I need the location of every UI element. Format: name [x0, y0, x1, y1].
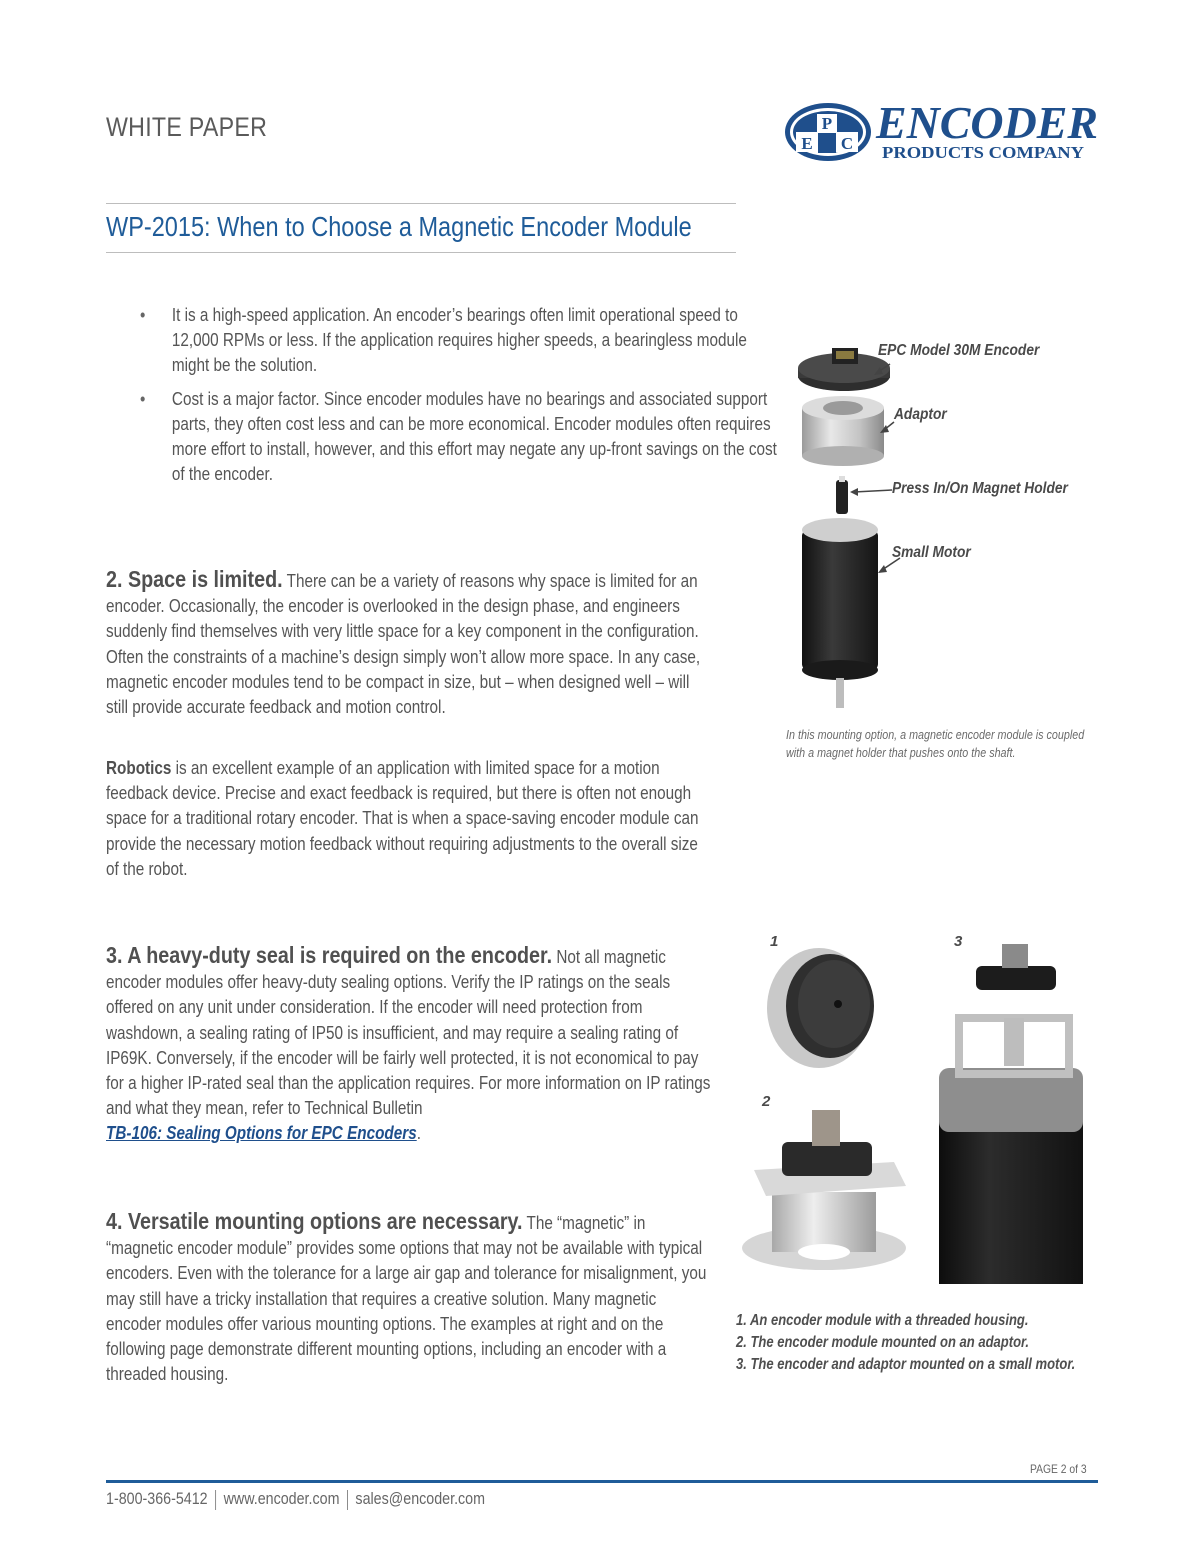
section-robotics [106, 756, 707, 882]
section-heading: 2. Space is limited. [106, 566, 283, 592]
footer-website[interactable]: www.encoder.com [223, 1489, 340, 1508]
bullet-list [140, 303, 810, 501]
robotics-lead: Robotics [106, 758, 172, 778]
page-number: PAGE 2 of 3 [1030, 1462, 1087, 1476]
list-item [140, 303, 785, 379]
logo-letter-c: C [840, 134, 854, 153]
figure2-caption-1: 1. An encoder module with a threaded housing. [736, 1312, 1029, 1329]
figure1-caption: In this mounting option, a magnetic encoder module is coupled with a magnet holder that pushes onto the shaft. [786, 728, 1085, 760]
bullet-dot: • [140, 305, 146, 325]
exploded-assembly-image [770, 330, 1100, 720]
figure-number-3: 3 [954, 933, 963, 950]
callout-small-motor: Small Motor [892, 544, 971, 561]
section-mounting-options [106, 1209, 712, 1387]
section-heavy-duty-seal [106, 943, 712, 1147]
section-heading: 3. A heavy-duty seal is required on the encoder. [106, 942, 553, 968]
logo-subtitle: PRODUCTS COMPANY [882, 143, 1084, 162]
callout-magnet-holder: Press In/On Magnet Holder [892, 480, 1068, 497]
footer-email[interactable]: sales@encoder.com [355, 1489, 486, 1508]
mounting-options-image [734, 930, 1104, 1290]
bullet-text: It is a high-speed application. An encoder’s bearings often limit operational speed to 12,000 RPMs or less. If the application requires higher speeds, a bearingless module might be the solution. [171, 305, 747, 376]
title-top-rule [106, 203, 736, 204]
bullet-dot: • [140, 388, 146, 409]
section-space-limited [106, 567, 707, 720]
figure-exploded-assembly [770, 330, 1100, 720]
section-body: The “magnetic” in “magnetic encoder module” provides some options that may not be available with typical encoders. Even with the tolerance for a large air gap and tolerance for misalignment, you may still have a tricky installation that requires a creative solution. Many magnetic encoder modules offer various mounting options. The examples at right and on the following page demonstrate different mounting options, including an encoder with a threaded housing. [106, 1213, 707, 1385]
section-heading: 4. Versatile mounting options are necessary. [106, 1208, 523, 1234]
list-item [140, 387, 785, 488]
section-body: There can be a variety of reasons why space is limited for an encoder. Occasionally, the encoder is overlooked in the design phase, and engineers suddenly find themselves with very little space for a key component in the configuration. Often the constraints of a machine’s design simply won’t allow more space. In any case, magnetic encoder modules tend to be compact in size, but – when designed well – will still provide accurate feedback and motion control. [106, 571, 701, 718]
figure-number-2: 2 [762, 1093, 771, 1110]
page-title: WP-2015: When to Choose a Magnetic Encoder Module [106, 211, 692, 242]
bullet-text: Cost is a major factor. Since encoder modules have no bearings and associated support parts, they often cost less and can be more economical. Encoder modules often requires more effort to install, however, and this effort may negate any up-front savings on the cost of the encoder. [171, 388, 777, 485]
figure-mounting-options [734, 930, 1104, 1290]
figure-number-1: 1 [770, 933, 779, 950]
epc-logo-graphic [784, 96, 1100, 166]
figure2-caption-3: 3. The encoder and adaptor mounted on a small motor. [736, 1356, 1076, 1373]
figure2-caption-2: 2. The encoder module mounted on an adaptor. [736, 1334, 1029, 1351]
tb-106-link[interactable]: TB-106: Sealing Options for EPC Encoders [106, 1123, 417, 1144]
logo-letter-p: P [821, 114, 833, 133]
callout-adaptor: Adaptor [894, 406, 947, 423]
figure2-captions [736, 1310, 1075, 1376]
epc-logo[interactable] [784, 96, 1100, 166]
logo-letter-e: E [801, 134, 813, 153]
callout-encoder: EPC Model 30M Encoder [878, 342, 1040, 359]
link-period: . [416, 1123, 421, 1144]
footer-rule [106, 1480, 1098, 1483]
document-type-label: WHITE PAPER [106, 112, 268, 142]
footer-separator [215, 1490, 216, 1510]
footer-separator [347, 1490, 348, 1510]
section-body: Not all magnetic encoder modules offer heavy-duty sealing options. Verify the IP ratings on the seals offered on any unit under consideration. If the encoder will need protection from washdown, a sealing rating of IP50 is insufficient, and may require a sealing rating of IP69K. Conversely, if the encoder will be fairly well protected, it is not economical to pay for a higher IP-rated seal than the application requires. For more information on IP ratings and what they mean, refer to Technical Bulletin [106, 947, 711, 1119]
footer-phone[interactable]: 1-800-366-5412 [106, 1489, 208, 1508]
section-body: is an excellent example of an application with limited space for a motion feedback device. Precise and exact feedback is required, but there is often not enough space for a traditional rotary encoder. That is when a space-saving encoder module can provide the necessary motion feedback without requiring adjustments to the overall size of the robot. [106, 758, 699, 879]
footer-contact [106, 1489, 485, 1510]
logo-wordmark: ENCODER [875, 97, 1098, 148]
title-bottom-rule [106, 252, 736, 253]
